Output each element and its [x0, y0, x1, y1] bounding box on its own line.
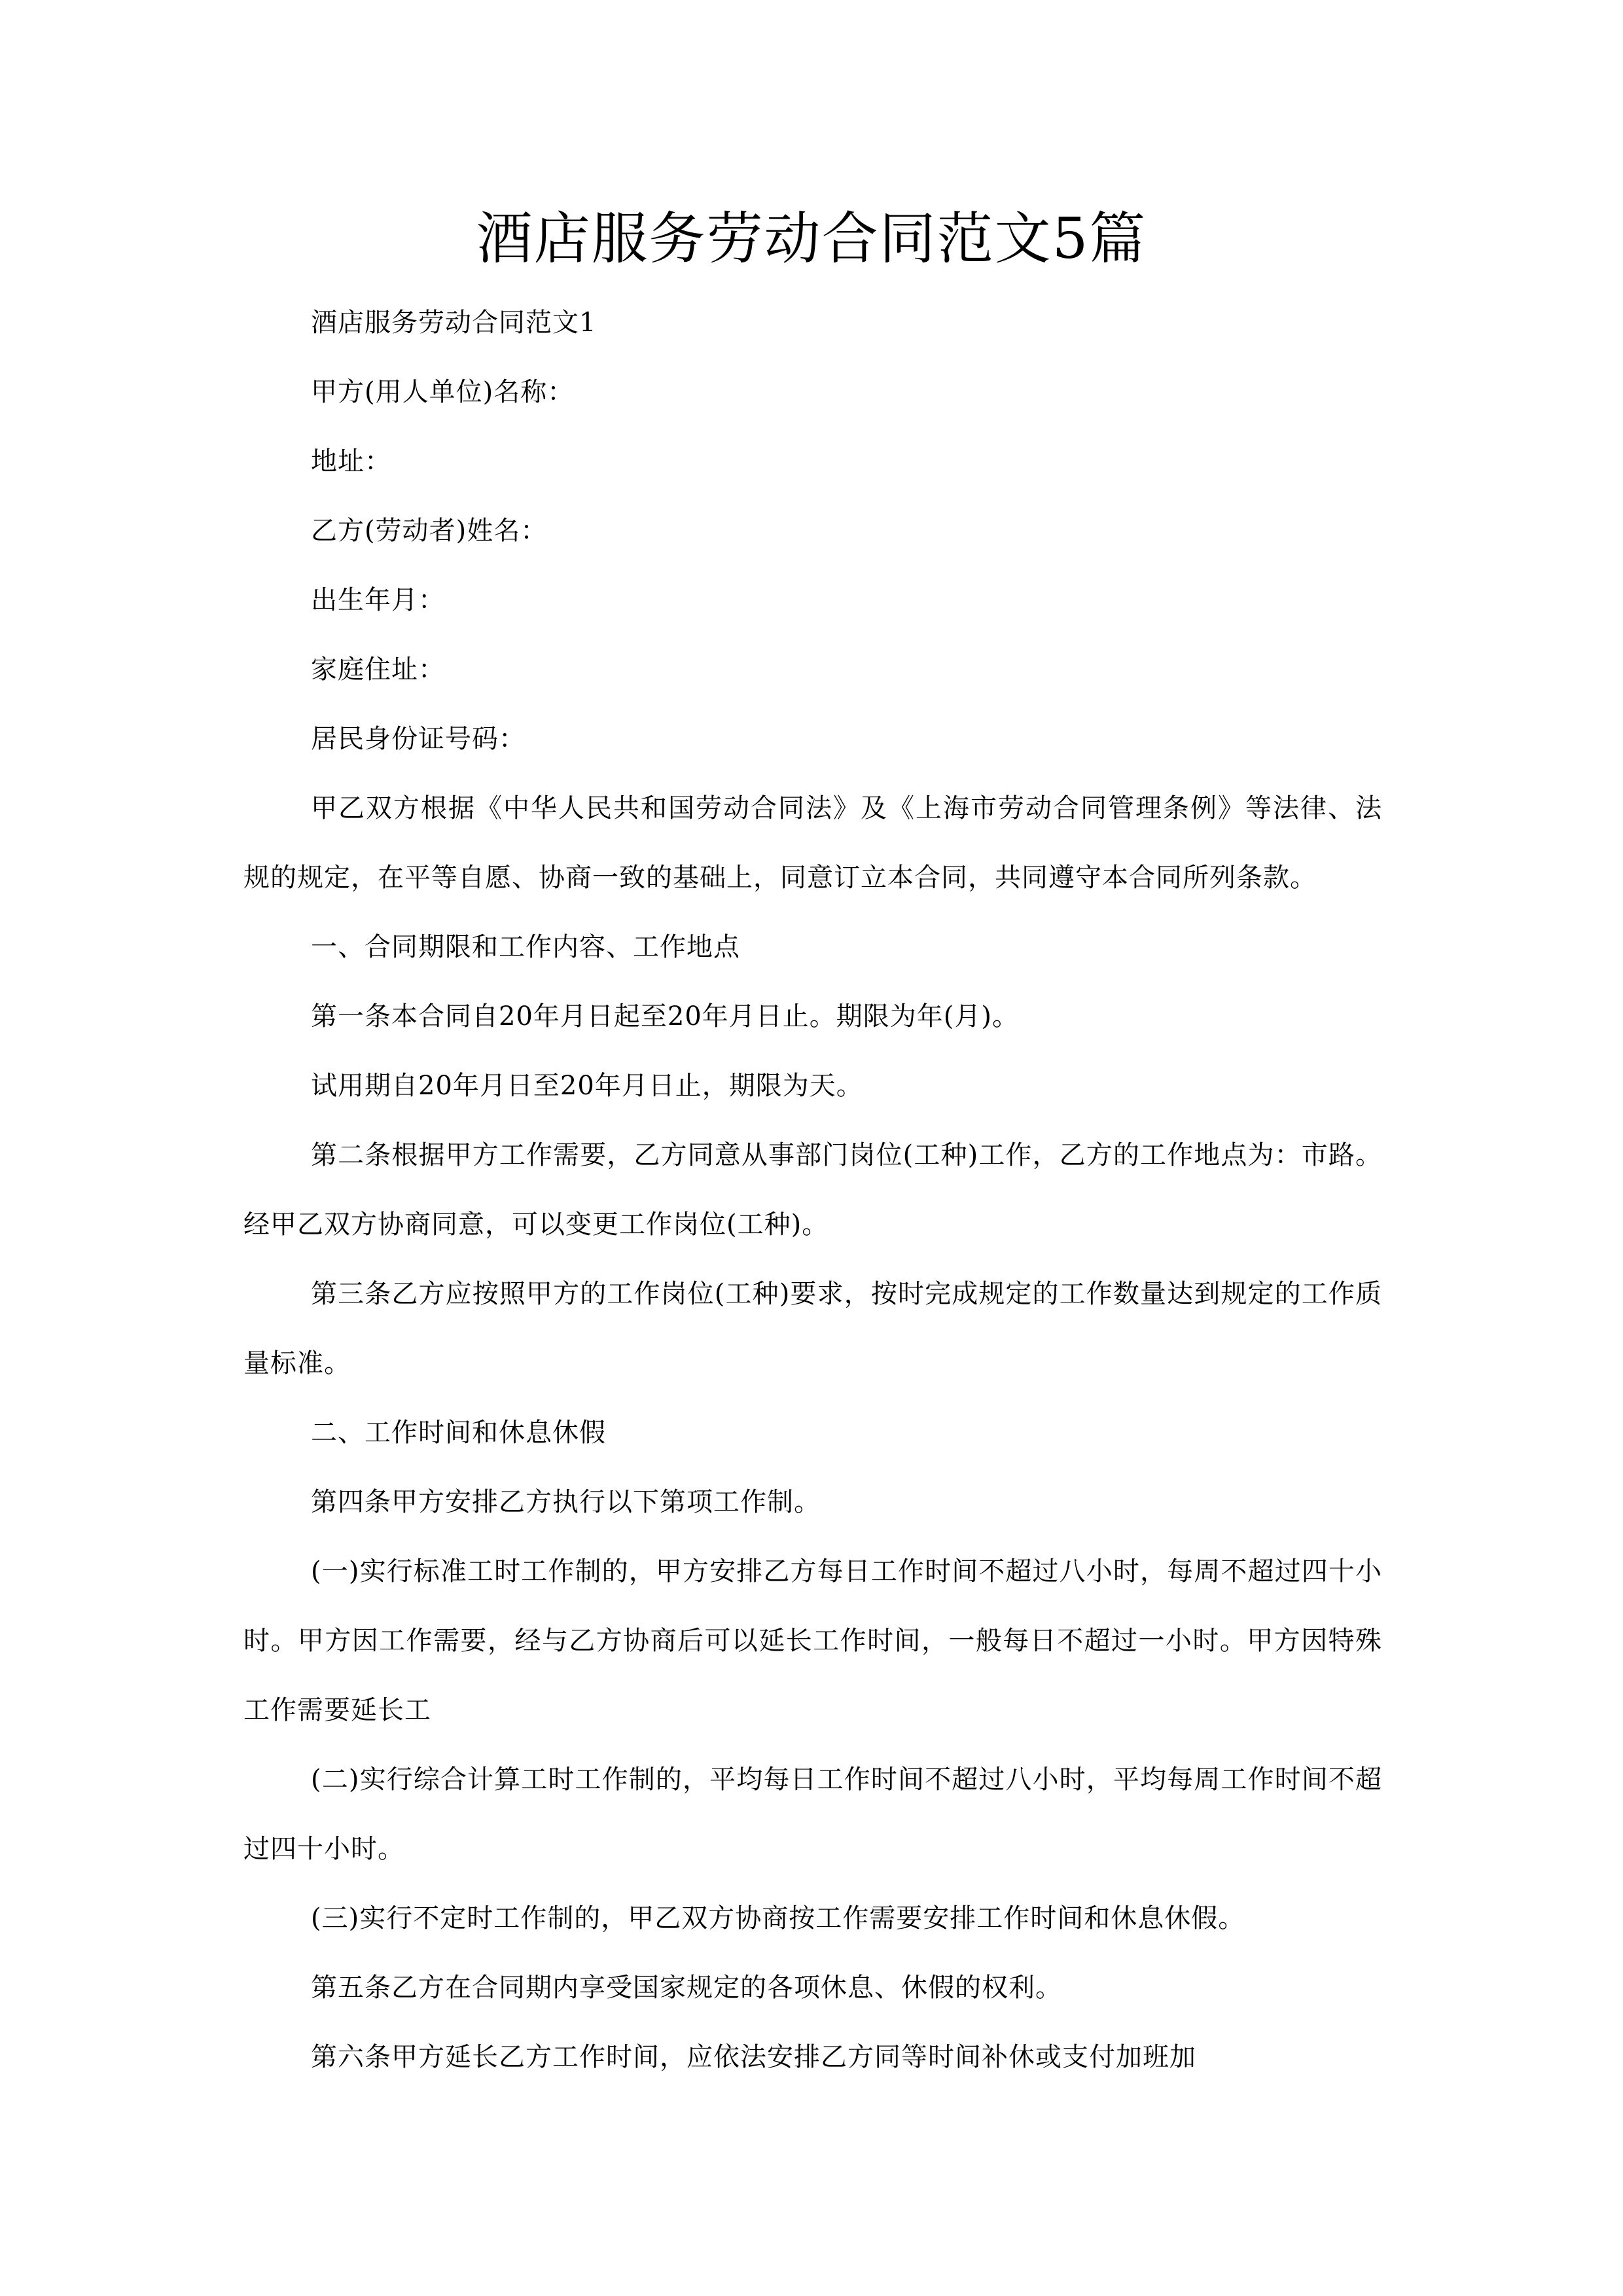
document-body [243, 288, 1382, 2092]
article-3-paragraph: 第三条乙方应按照甲方的工作岗位(工种)要求，按时完成规定的工作数量达到规定的工作质量标准。 [243, 1279, 1382, 1378]
party-b-name-field: 乙方(劳动者)姓名： [311, 516, 548, 546]
section-heading-term: 一、合同期限和工作内容、工作地点 [311, 932, 740, 962]
clause-flexible-hours: (三)实行不定时工作制的，甲乙双方协商按工作需要安排工作时间和休息休假。 [311, 1903, 1245, 1933]
probation-paragraph: 试用期自20年月日至20年月日止，期限为天。 [311, 1071, 863, 1101]
home-address-field: 家庭住址： [311, 655, 445, 685]
address-field: 地址： [311, 446, 391, 476]
section-heading-sample-1: 酒店服务劳动合同范文1 [311, 308, 597, 338]
clause-standard-hours: (一)实行标准工时工作制的，甲方安排乙方每日工作时间不超过八小时，每周不超过四十小时。甲方因工作需要，经与乙方协商后可以延长工作时间，一般每日不超过一小时。甲方因特殊工作需要延长工 [243, 1556, 1382, 1725]
article-1-paragraph: 第一条本合同自20年月日起至20年月日止。期限为年(月)。 [311, 1001, 1020, 1031]
article-2-paragraph: 第二条根据甲方工作需要，乙方同意从事部门岗位(工种)工作，乙方的工作地点为：市路。经甲乙双方协商同意，可以变更工作岗位(工种)。 [243, 1140, 1382, 1240]
section-heading-working-hours: 二、工作时间和休息休假 [311, 1418, 606, 1448]
birth-date-field: 出生年月： [311, 585, 445, 615]
article-4-paragraph: 第四条甲方安排乙方执行以下第项工作制。 [311, 1487, 821, 1517]
document-title: 酒店服务劳动合同范文5篇 [476, 206, 1147, 272]
clause-comprehensive-hours: (二)实行综合计算工时工作制的，平均每日工作时间不超过八小时，平均每周工作时间不超过四十小时。 [243, 1765, 1382, 1864]
article-6-paragraph: 第六条甲方延长乙方工作时间，应依法安排乙方同等时间补休或支付加班加 [311, 2042, 1196, 2072]
article-5-paragraph: 第五条乙方在合同期内享受国家规定的各项休息、休假的权利。 [311, 1973, 1062, 2003]
id-number-field: 居民身份证号码： [311, 724, 526, 754]
party-a-name-field: 甲方(用人单位)名称： [311, 377, 575, 407]
preamble-paragraph: 甲乙双方根据《中华人民共和国劳动合同法》及《上海市劳动合同管理条例》等法律、法规的规定，在平等自愿、协商一致的基础上，同意订立本合同，共同遵守本合同所列条款。 [243, 793, 1382, 893]
